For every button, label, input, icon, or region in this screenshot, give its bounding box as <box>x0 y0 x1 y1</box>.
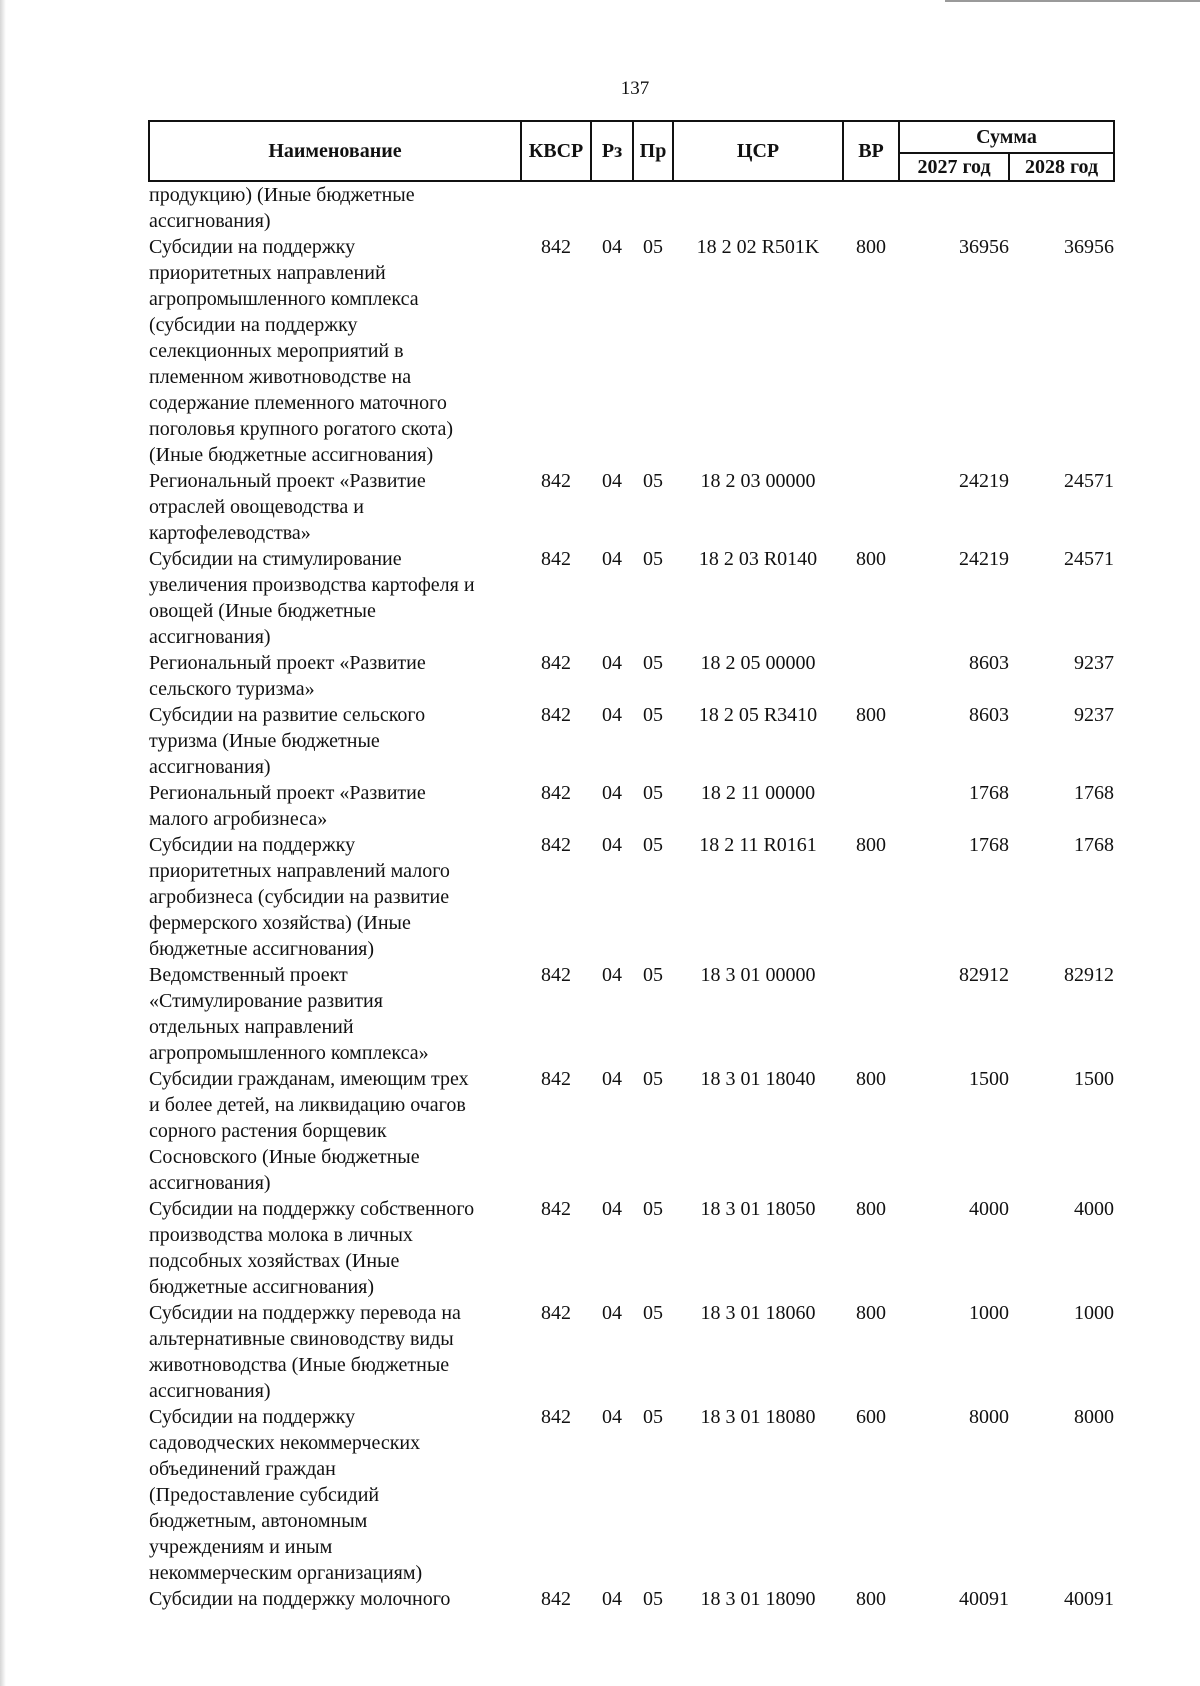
cell-name-line: сорного растения борщевик <box>149 1120 387 1142</box>
cell-csr <box>673 181 843 234</box>
cell-sum-2027: 24219 <box>959 548 1009 570</box>
cell-name-line: племенном животноводстве на <box>149 366 412 388</box>
page-number: 137 <box>620 78 650 99</box>
cell-kvsr: 842 <box>541 236 571 258</box>
cell-name-line: агропромышленного комплекса <box>149 288 419 310</box>
cell-kvsr: 842 <box>541 470 571 492</box>
cell-name-line: фермерского хозяйства) (Иные <box>149 912 411 934</box>
cell-vr: 800 <box>856 1588 886 1610</box>
header-vr: ВР <box>843 121 899 181</box>
cell-sum-2027: 1768 <box>969 782 1009 804</box>
cell-rz: 04 <box>602 1302 622 1324</box>
cell-sum-2028: 9237 <box>1074 652 1115 674</box>
table-row <box>149 1196 1114 1300</box>
cell-name-line: (Иные бюджетные ассигнования) <box>149 444 434 466</box>
cell-sum-2027 <box>899 181 1009 234</box>
cell-pr: 05 <box>643 704 663 726</box>
cell-csr: 18 2 05 R3410 <box>698 704 818 726</box>
cell-name-line: Ведомственный проект <box>149 964 348 986</box>
scan-top-line <box>945 0 1200 2</box>
cell-name-line: бюджетные ассигнования) <box>149 1276 375 1298</box>
cell-csr: 18 2 03 R0140 <box>698 548 818 570</box>
cell-vr <box>843 650 899 702</box>
table-row <box>149 962 1114 1066</box>
cell-kvsr: 842 <box>541 1198 571 1220</box>
table-row <box>149 1066 1114 1196</box>
cell-csr: 18 3 01 18060 <box>700 1302 816 1324</box>
cell-pr <box>633 181 673 234</box>
cell-csr: 18 2 05 00000 <box>700 652 816 674</box>
cell-sum-2027: 1768 <box>969 834 1009 856</box>
cell-vr: 800 <box>856 704 886 726</box>
cell-name-line: Субсидии на поддержку <box>149 1406 356 1428</box>
table-row <box>149 234 1114 468</box>
table-row <box>149 702 1114 780</box>
cell-sum-2028: 4000 <box>1074 1198 1115 1220</box>
cell-kvsr: 842 <box>541 1406 571 1428</box>
cell-csr: 18 3 01 18090 <box>700 1588 816 1610</box>
cell-sum-2027: 1000 <box>969 1302 1009 1324</box>
header-sum: Сумма <box>899 121 1114 153</box>
cell-kvsr: 842 <box>541 1302 571 1324</box>
cell-name <box>149 1404 521 1586</box>
cell-kvsr: 842 <box>541 548 571 570</box>
cell-name-line: отраслей овощеводства и <box>149 496 364 518</box>
cell-sum-2028: 1000 <box>1074 1302 1115 1324</box>
cell-vr: 800 <box>856 1068 886 1090</box>
cell-name-line: приоритетных направлений <box>149 262 386 284</box>
cell-vr <box>843 780 899 832</box>
cell-csr: 18 2 11 R0161 <box>699 834 817 856</box>
cell-name-line: Региональный проект «Развитие <box>149 652 426 674</box>
cell-name-line: подсобных хозяйствах (Иные <box>149 1250 400 1272</box>
cell-vr <box>843 181 899 234</box>
cell-name-line: бюджетные ассигнования) <box>149 938 375 960</box>
cell-name-line: ассигнования) <box>149 756 271 778</box>
cell-name-line: Субсидии на поддержку перевода на <box>149 1302 461 1324</box>
table-row <box>149 181 1114 234</box>
cell-name-line: Субсидии на поддержку собственного <box>149 1198 475 1220</box>
cell-vr <box>843 962 899 1066</box>
cell-name-line: садоводческих некоммерческих <box>149 1432 421 1454</box>
header-csr: ЦСР <box>673 121 843 181</box>
table-row <box>149 1404 1114 1586</box>
cell-pr: 05 <box>643 652 663 674</box>
cell-name-line: ассигнования) <box>149 1380 271 1402</box>
cell-csr: 18 2 03 00000 <box>700 470 816 492</box>
cell-pr: 05 <box>643 470 663 492</box>
cell-csr: 18 3 01 18080 <box>700 1406 816 1428</box>
header-rz: Рз <box>591 121 633 181</box>
cell-kvsr: 842 <box>541 704 571 726</box>
cell-sum-2027: 36956 <box>959 236 1009 258</box>
cell-sum-2028: 24571 <box>1064 548 1115 570</box>
cell-rz: 04 <box>602 964 622 986</box>
table-row <box>149 1300 1114 1404</box>
cell-name <box>149 832 521 962</box>
cell-name-line: бюджетным, автономным <box>149 1510 368 1532</box>
cell-name-line: продукцию) (Иные бюджетные <box>149 184 415 206</box>
table-row <box>149 650 1114 702</box>
cell-csr: 18 2 11 00000 <box>700 782 816 804</box>
header-year-2028: 2028 год <box>1009 153 1114 181</box>
table-row <box>149 1586 1114 1612</box>
table-header <box>149 121 1114 181</box>
cell-vr: 800 <box>856 1198 886 1220</box>
cell-rz: 04 <box>602 652 622 674</box>
header-pr: Пр <box>633 121 673 181</box>
cell-sum-2027: 40091 <box>959 1588 1009 1610</box>
cell-kvsr: 842 <box>541 652 571 674</box>
cell-name-line: отдельных направлений <box>149 1016 354 1038</box>
cell-pr: 05 <box>643 782 663 804</box>
budget-table <box>148 120 1115 1612</box>
cell-name-line: и более детей, на ликвидацию очагов <box>149 1094 466 1116</box>
cell-sum-2027: 8603 <box>969 704 1009 726</box>
table-row <box>149 780 1114 832</box>
cell-name-line: Сосновского (Иные бюджетные <box>149 1146 420 1168</box>
cell-name-line: Субсидии гражданам, имеющим трех <box>149 1068 469 1090</box>
cell-name-line: Субсидии на поддержку <box>149 834 356 856</box>
cell-name <box>149 234 521 468</box>
cell-name-line: производства молока в личных <box>149 1224 413 1246</box>
cell-name-line: содержание племенного маточного <box>149 392 447 414</box>
cell-sum-2028: 1768 <box>1074 834 1115 856</box>
cell-name-line: животноводства (Иные бюджетные <box>149 1354 450 1376</box>
cell-name-line: сельского туризма» <box>149 678 315 700</box>
cell-sum-2027: 82912 <box>959 964 1009 986</box>
cell-name-line: «Стимулирование развития <box>149 990 383 1012</box>
cell-name <box>149 702 521 780</box>
cell-name-line: картофелеводства» <box>149 522 311 544</box>
cell-pr: 05 <box>643 1406 663 1428</box>
cell-sum-2028: 8000 <box>1074 1406 1115 1428</box>
cell-name-line: селекционных мероприятий в <box>149 340 404 362</box>
cell-rz: 04 <box>602 782 622 804</box>
header-name: Наименование <box>149 121 521 181</box>
cell-pr: 05 <box>643 834 663 856</box>
cell-sum-2027: 4000 <box>969 1198 1009 1220</box>
cell-vr: 800 <box>856 834 886 856</box>
cell-sum-2027: 8603 <box>969 652 1009 674</box>
table-row <box>149 468 1114 546</box>
table-row <box>149 832 1114 962</box>
cell-name <box>149 1586 521 1612</box>
cell-vr <box>843 468 899 546</box>
cell-kvsr: 842 <box>541 1588 571 1610</box>
cell-name-line: агробизнеса (субсидии на развитие <box>149 886 450 908</box>
cell-rz <box>591 181 633 234</box>
cell-name <box>149 962 521 1066</box>
cell-rz: 04 <box>602 1406 622 1428</box>
header-kvsr: КВСР <box>521 121 591 181</box>
cell-name-line: Региональный проект «Развитие <box>149 470 426 492</box>
cell-pr: 05 <box>643 236 663 258</box>
cell-name <box>149 181 521 234</box>
cell-sum-2028: 82912 <box>1064 964 1115 986</box>
cell-kvsr: 842 <box>541 834 571 856</box>
cell-name-line: объединений граждан <box>149 1458 336 1480</box>
cell-rz: 04 <box>602 1588 622 1610</box>
cell-pr: 05 <box>643 548 663 570</box>
cell-name-line: агропромышленного комплекса» <box>149 1042 429 1064</box>
cell-rz: 04 <box>602 1198 622 1220</box>
cell-name <box>149 780 521 832</box>
cell-name <box>149 650 521 702</box>
cell-kvsr: 842 <box>541 1068 571 1090</box>
cell-name-line: ассигнования) <box>149 1172 271 1194</box>
cell-name-line: альтернативные свиноводству виды <box>149 1328 454 1350</box>
cell-name-line: (субсидии на поддержку <box>149 314 358 336</box>
cell-rz: 04 <box>602 236 622 258</box>
cell-rz: 04 <box>602 704 622 726</box>
cell-name <box>149 1066 521 1196</box>
cell-rz: 04 <box>602 834 622 856</box>
cell-name-line: поголовья крупного рогатого скота) <box>149 418 454 440</box>
cell-pr: 05 <box>643 1302 663 1324</box>
cell-sum-2027: 24219 <box>959 470 1009 492</box>
cell-sum-2028: 1768 <box>1074 782 1115 804</box>
cell-pr: 05 <box>643 964 663 986</box>
cell-vr: 800 <box>856 1302 886 1324</box>
cell-name-line: туризма (Иные бюджетные <box>149 730 380 752</box>
cell-name-line: ассигнования) <box>149 626 271 648</box>
cell-rz: 04 <box>602 548 622 570</box>
cell-sum-2028: 9237 <box>1074 704 1115 726</box>
cell-csr: 18 3 01 18040 <box>700 1068 816 1090</box>
cell-csr: 18 2 02 R501K <box>696 236 820 258</box>
cell-name-line: увеличения производства картофеля и <box>149 574 475 596</box>
cell-rz: 04 <box>602 470 622 492</box>
cell-name-line: Субсидии на поддержку <box>149 236 356 258</box>
table-row <box>149 546 1114 650</box>
cell-name-line: некоммерческим организациям) <box>149 1562 423 1584</box>
scan-edge <box>0 0 6 1686</box>
cell-name <box>149 468 521 546</box>
cell-name-line: малого агробизнеса» <box>149 808 328 830</box>
table-body <box>149 181 1114 1612</box>
cell-name-line: Субсидии на поддержку молочного <box>149 1588 451 1610</box>
cell-name-line: (Предоставление субсидий <box>149 1484 380 1506</box>
cell-csr: 18 3 01 00000 <box>700 964 816 986</box>
cell-name-line: ассигнования) <box>149 210 271 232</box>
cell-sum-2028: 40091 <box>1064 1588 1115 1610</box>
cell-kvsr <box>521 181 591 234</box>
cell-rz: 04 <box>602 1068 622 1090</box>
cell-sum-2027: 8000 <box>969 1406 1009 1428</box>
cell-sum-2028: 36956 <box>1064 236 1115 258</box>
cell-sum-2028: 1500 <box>1074 1068 1115 1090</box>
cell-sum-2028: 24571 <box>1064 470 1115 492</box>
cell-name-line: Субсидии на развитие сельского <box>149 704 426 726</box>
cell-vr: 800 <box>856 548 886 570</box>
cell-pr: 05 <box>643 1198 663 1220</box>
cell-kvsr: 842 <box>541 782 571 804</box>
cell-kvsr: 842 <box>541 964 571 986</box>
cell-vr: 600 <box>856 1406 886 1428</box>
cell-name <box>149 546 521 650</box>
cell-pr: 05 <box>643 1068 663 1090</box>
cell-name-line: учреждениям и иным <box>149 1536 333 1558</box>
cell-name-line: Региональный проект «Развитие <box>149 782 426 804</box>
cell-name-line: овощей (Иные бюджетные <box>149 600 376 622</box>
cell-pr: 05 <box>643 1588 663 1610</box>
cell-csr: 18 3 01 18050 <box>700 1198 816 1220</box>
cell-name <box>149 1196 521 1300</box>
cell-name <box>149 1300 521 1404</box>
cell-vr: 800 <box>856 236 886 258</box>
cell-name-line: Субсидии на стимулирование <box>149 548 402 570</box>
cell-sum-2028 <box>1009 181 1114 234</box>
cell-name-line: приоритетных направлений малого <box>149 860 450 882</box>
cell-sum-2027: 1500 <box>969 1068 1009 1090</box>
header-year-2027: 2027 год <box>899 153 1009 181</box>
